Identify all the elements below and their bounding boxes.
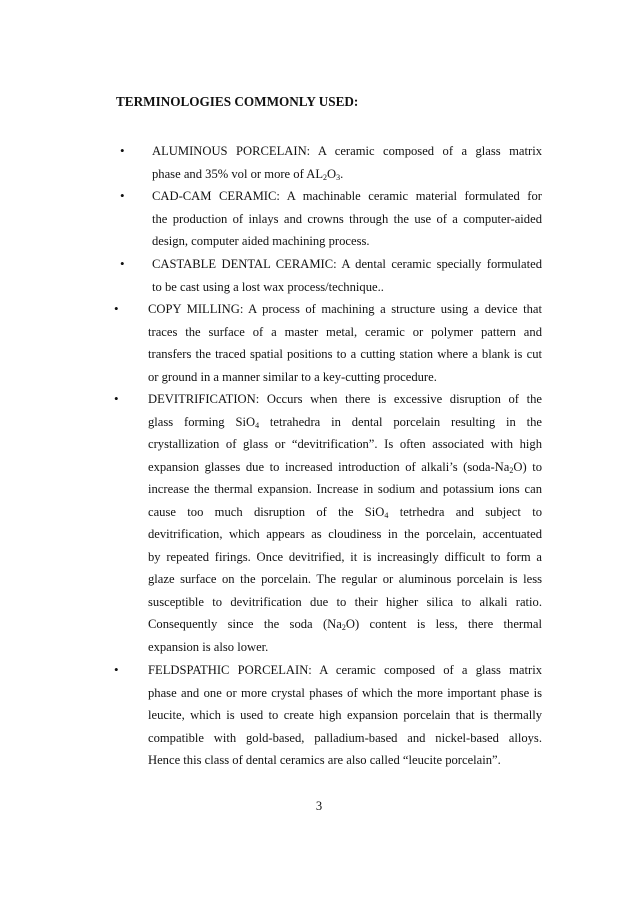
bullet-icon: • xyxy=(120,256,125,271)
bullet-icon: • xyxy=(114,662,119,677)
term-line: FELDSPATHIC PORCELAIN: A ceramic composed of a glass matrix xyxy=(148,663,542,677)
bullet-icon: • xyxy=(114,301,119,316)
term-line: CAD-CAM CERAMIC: A machinable ceramic material formulated for xyxy=(152,189,542,203)
bullet-icon: • xyxy=(120,188,125,203)
term-line: phase and one or more crystal phases of which the more important phase is xyxy=(148,685,542,700)
term-line: COPY MILLING: A process of machining a structure using a device that xyxy=(148,302,542,316)
term-line: by repeated firings. Once devitrified, it is increasingly difficult to form a xyxy=(148,549,542,564)
term-line: DEVITRIFICATION: Occurs when there is excessive disruption of the xyxy=(148,392,542,406)
term-line: traces the surface of a master metal, ceramic or polymer pattern and xyxy=(148,324,542,339)
term-line: CASTABLE DENTAL CERAMIC: A dental ceramic specially formulated xyxy=(152,257,542,271)
term-line: transfers the traced spatial positions to a cutting station where a blank is cut xyxy=(148,347,542,361)
bullet-icon: • xyxy=(120,143,125,158)
term-line: to be cast using a lost wax process/technique.. xyxy=(152,279,384,294)
term-line: susceptible to devitrification due to their higher silica to alkali ratio. xyxy=(148,594,542,609)
term-line: Consequently since the soda $(Na_2O)$ content is less, there thermal xyxy=(148,617,543,632)
term-line: or ground in a manner similar to a key-cutting procedure. xyxy=(148,369,437,384)
term-line: devitrification, which appears as cloudiness in the porcelain, accentuated xyxy=(148,527,542,541)
term-line: ALUMINOUS PORCELAIN: A ceramic composed of a glass matrix xyxy=(152,144,542,158)
term-line: the production of inlays and crowns through the use of a computer-aided xyxy=(152,211,542,226)
term-line: expansion is also lower. xyxy=(148,639,269,654)
page-number: 3 xyxy=(315,799,323,813)
term-line: expansion glasses due to increased introduction of alkali’s $(soda-Na_2O)$ to xyxy=(148,459,542,475)
term-line: leucite, which is used to create high expansion porcelain that is thermally xyxy=(148,708,542,722)
term-line: glass forming SiO$_4$ tetrahedra in dental porcelain resulting in the xyxy=(148,414,542,430)
page-heading: TERMINOLOGIES COMMONLY USED: xyxy=(116,94,359,109)
term-line: increase the thermal expansion. Increase in sodium and potassium ions can xyxy=(148,482,542,496)
term-line: crystallization of glass or “devitrification”. Is often associated with high xyxy=(148,437,542,451)
term-line: glaze surface on the porcelain. The regular or aluminous porcelain is less xyxy=(148,572,542,586)
bullet-icon: • xyxy=(114,391,119,406)
term-line: phase and 35% vol or more of $AL_2O_3$. xyxy=(152,166,344,182)
term-line: compatible with gold-based, palladium-based and nickel-based alloys. xyxy=(148,730,542,745)
term-line: cause too much disruption of the SiO$_4$ tetrhedra and subject to xyxy=(148,504,542,520)
term-line: Hence this class of dental ceramics are also called “leucite porcelain”. xyxy=(148,753,501,767)
term-line: design, computer aided machining process. xyxy=(152,234,370,248)
